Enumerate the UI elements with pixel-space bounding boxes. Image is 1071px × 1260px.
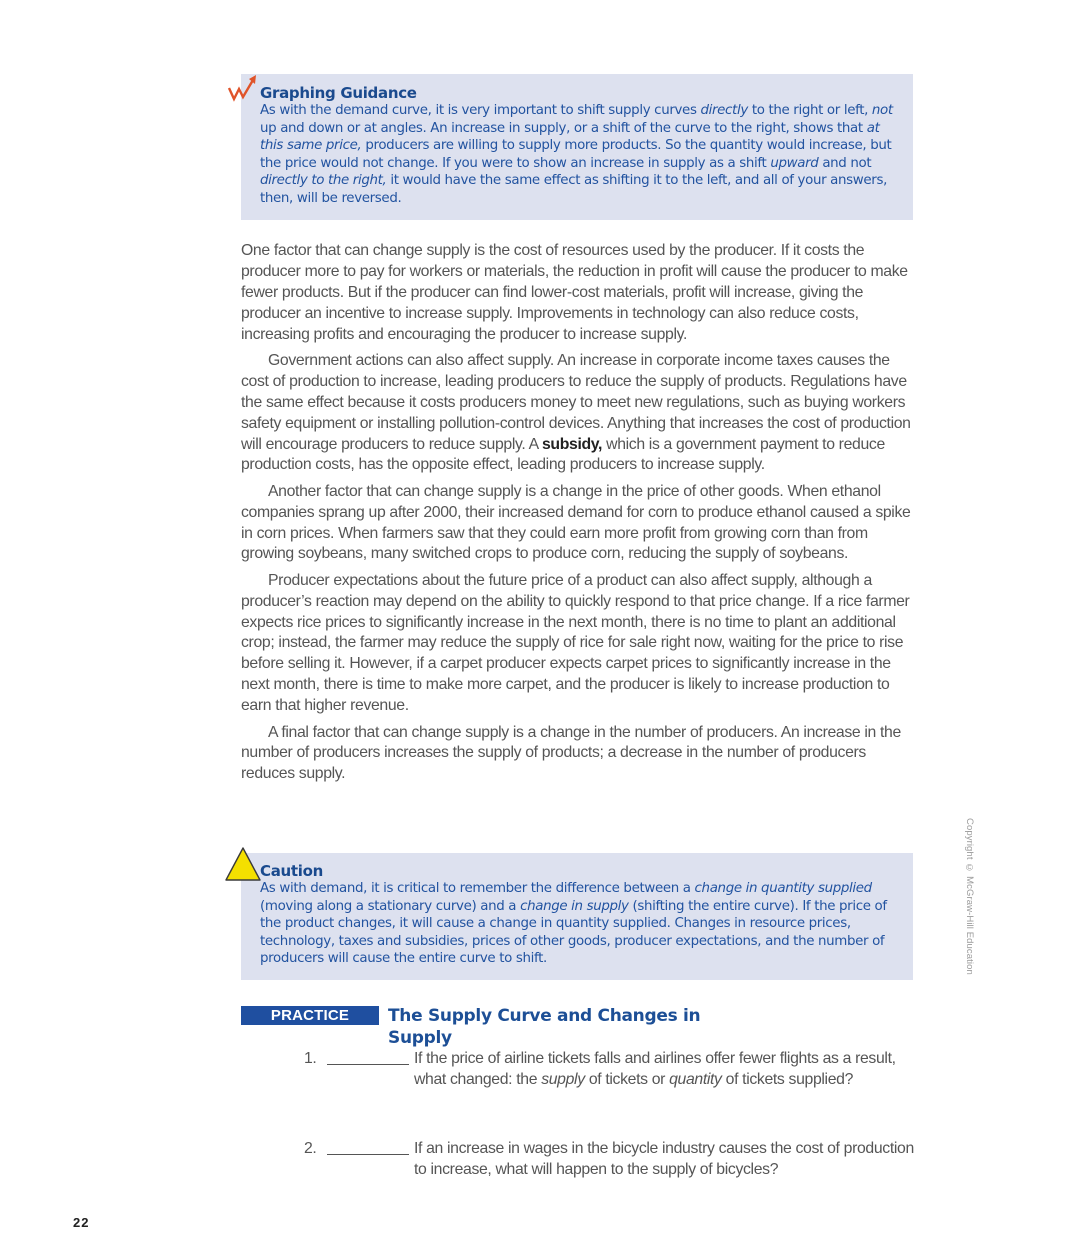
paragraph — [241, 571, 913, 717]
emphasis: directly to the right, — [260, 173, 387, 189]
text-run: A final factor that can change supply is a change in the number of producers. An increase in the number of producers increases the supply of products; a decrease in the number of producers reduces supply. — [241, 723, 901, 783]
text-run: Producer expectations about the future price of a product can also affect supply, although a producer’s reaction may depend on the ability to quickly respond to that price change. If a rice farmer expects rice prices to significantly increase in the next month, there is no time to plant an additional crop; instead, the farmer may reduce the supply of rice for sale right now, waiting for the price to rise before selling it. However, if a carpet producer expects carpet prices to significantly increase in the next month, there is time to make more carpet, and the producer is likely to increase production to earn that higher revenue. — [241, 571, 910, 715]
emphasis: upward — [770, 155, 819, 171]
caution-callout — [241, 853, 913, 980]
graphing-guidance-body — [260, 102, 895, 208]
emphasis: change in supply — [520, 898, 629, 914]
practice-title: The Supply Curve and Changes in Supply — [388, 1006, 701, 1048]
answer-blank[interactable] — [327, 1063, 409, 1065]
text-run: to the right or left, — [747, 103, 872, 118]
graphing-guidance-callout — [241, 74, 913, 220]
text-run: producers are willing to supply more products. So the quantity would increase, but the price would not change. If you were to show an increase in supply as a shift — [260, 138, 892, 171]
trend-arrow-icon — [226, 74, 260, 104]
copyright-notice: Copyright © McGraw-Hill Education — [964, 818, 975, 975]
question-text — [414, 1048, 914, 1090]
practice-badge: PRACTICE — [241, 1006, 379, 1025]
emphasis: not — [871, 103, 893, 118]
warning-triangle-icon — [224, 846, 262, 882]
question-number: 1. — [304, 1050, 317, 1067]
answer-blank[interactable] — [327, 1153, 409, 1155]
paragraph — [241, 241, 913, 346]
text-run: of tickets supplied? — [721, 1071, 853, 1088]
text-run: Another factor that can change supply is a change in the price of other goods. When ethanol companies sprang up after 2000, their increased demand for corn to produce ethanol caused a spike in corn prices. When farmers saw that they could earn more profit from growing corn than from growing soybeans, many switched crops to produce corn, reducing the supply of soybeans. — [241, 482, 911, 563]
emphasis: directly — [700, 103, 748, 118]
text-run: As with demand, it is critical to remember the difference between a — [260, 881, 695, 896]
text-run: If an increase in wages in the bicycle industry causes the cost of production to increase, what will happen to the supply of bicycles? — [414, 1140, 914, 1178]
text-run: of tickets or — [584, 1071, 670, 1088]
caution-body — [260, 880, 895, 968]
text-run: As with the demand curve, it is very important to shift supply curves — [260, 103, 701, 118]
question-number: 2. — [304, 1140, 317, 1157]
text-run: (moving along a stationary curve) and a — [260, 898, 521, 914]
question-text — [414, 1138, 914, 1180]
paragraph — [241, 351, 913, 476]
graphing-guidance-title: Graphing Guidance — [260, 84, 417, 102]
emphasis: quantity — [669, 1071, 722, 1088]
paragraph — [241, 723, 913, 786]
text-run: and not — [818, 155, 872, 171]
practice-question — [300, 1048, 920, 1112]
caution-title: Caution — [260, 862, 324, 880]
text-run: If the price of airline tickets falls and airlines offer fewer flights as a result, what changed: the — [414, 1050, 896, 1088]
text-run: which is a government payment to reduce production costs, has the opposite effect, leading producers to increase supply. — [241, 435, 885, 474]
paragraph — [241, 482, 913, 566]
emphasis: at this same price, — [260, 120, 880, 154]
practice-question — [300, 1138, 920, 1182]
practice-header — [241, 1005, 761, 1048]
text-run: up and down or at angles. An increase in supply, or a shift of the curve to the right, shows that — [260, 120, 867, 136]
page-number: 22 — [73, 1215, 90, 1230]
emphasis: supply — [541, 1071, 585, 1088]
text-run: One factor that can change supply is the cost of resources used by the producer. If it costs the producer more to pay for workers or materials, the reduction in profit will cause the producer to make fewer products. But if the producer can find lower-cost materials, profit will increase, giving the producer an incentive to increase supply. Improvements in technology can also reduce costs, increasing profits and encouraging the producer to increase supply. — [241, 242, 908, 343]
text-run: Government actions can also affect supply. An increase in corporate income taxes causes the cost of production to increase, leading producers to reduce the supply of products. Regulations have the same effect because it costs producers money to meet new regulations, such as buying workers safety equipment or installing pollution-control devices. Anything that increases the cost of production will encourage producers to reduce supply. A — [241, 351, 911, 453]
text-run: it would have the same effect as shifting it to the left, and all of your answers, then, will be reversed. — [260, 173, 887, 206]
emphasis: change in quantity supplied — [694, 881, 872, 896]
body-text — [241, 241, 913, 791]
text-run: (shifting the entire curve). If the price of the product changes, it will cause a change in quantity supplied. Changes in resource prices, technology, taxes and subsidies, prices of other goods, producer expectations, and the number of producers will cause the entire curve to shift. — [260, 898, 887, 967]
key-term: subsidy, — [541, 435, 603, 453]
